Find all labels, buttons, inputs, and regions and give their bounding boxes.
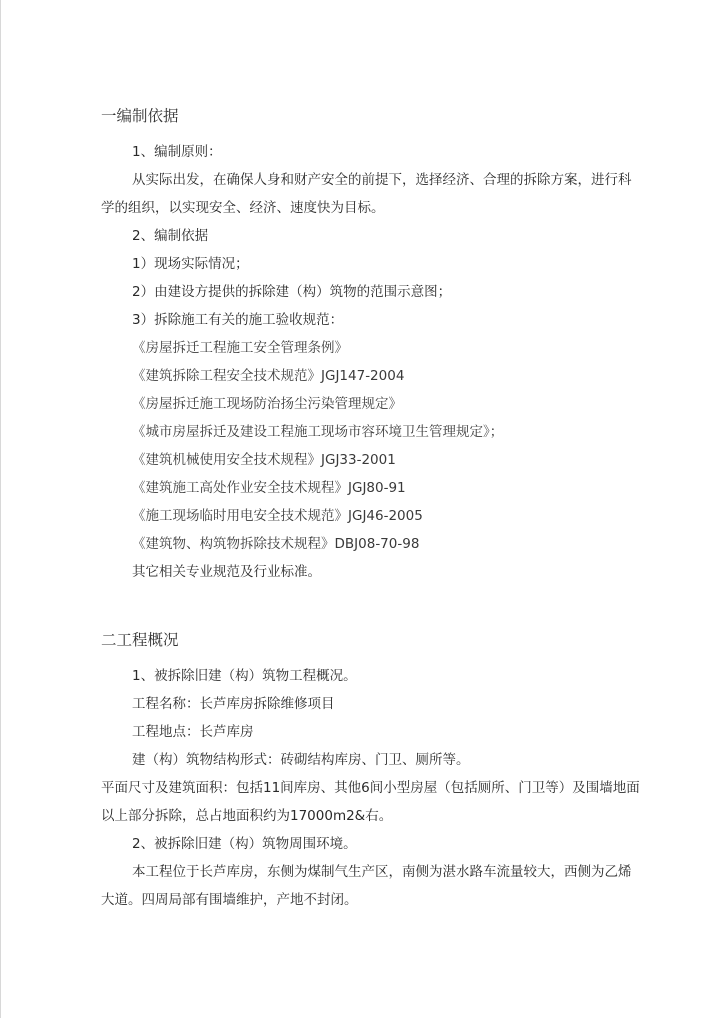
structure-form: 建（构）筑物结构形式：砖砌结构库房、门卫、厕所等。 <box>132 752 470 768</box>
section-title-basis: 一编制依据 <box>101 107 179 125</box>
basis-item: 1）现场实际情况； <box>132 256 249 272</box>
item-title-basis: 2、编制依据 <box>132 228 209 244</box>
reference-item: 《城市房屋拆迁及建设工程施工现场市容环境卫生管理规定》； <box>132 424 504 440</box>
paragraph-line: 从实际出发，在确保人身和财产安全的前提下，选择经济、合理的拆除方案，进行科 <box>132 172 632 188</box>
item-title-principle: 1、编制原则： <box>132 144 222 160</box>
reference-item: 《建筑物、构筑物拆除技术规程》DBJ08-70-98 <box>132 536 420 552</box>
paragraph-line: 大道。四周局部有围墙维护，产地不封闭。 <box>101 892 358 908</box>
paragraph-line: 学的组织，以实现安全、经济、速度快为目标。 <box>101 200 385 216</box>
paragraph-line: 以上部分拆除，总占地面积约为17000m2&右。 <box>101 808 393 824</box>
section-title-overview: 二工程概况 <box>101 631 179 649</box>
item-title-overview: 1、被拆除旧建（构）筑物工程概况。 <box>132 668 357 684</box>
reference-item: 《建筑施工高处作业安全技术规程》JGJ80-91 <box>132 480 406 496</box>
reference-item: 《房屋拆迁工程施工安全管理条例》 <box>132 340 348 356</box>
basis-item: 3）拆除施工有关的施工验收规范： <box>132 312 344 328</box>
project-location: 工程地点：长芦库房 <box>132 724 254 740</box>
project-name: 工程名称：长芦库房拆除维修项目 <box>132 696 335 712</box>
item-title-environment: 2、被拆除旧建（构）筑物周围环境。 <box>132 836 357 852</box>
reference-item: 《建筑机械使用安全技术规程》JGJ33-2001 <box>132 452 396 468</box>
paragraph-line: 平面尺寸及建筑面积：包括11间库房、其他6间小型房屋（包括厕所、门卫等）及围墙地面 <box>101 780 640 796</box>
reference-item: 《施工现场临时用电安全技术规范》JGJ46-2005 <box>132 508 423 524</box>
page-edge <box>0 0 1 1018</box>
basis-item: 2）由建设方提供的拆除建（构）筑物的范围示意图； <box>132 284 452 300</box>
other-standards: 其它相关专业规范及行业标准。 <box>132 564 321 580</box>
reference-item: 《建筑拆除工程安全技术规范》JGJ147-2004 <box>132 368 405 384</box>
paragraph-line: 本工程位于长芦库房，东侧为煤制气生产区，南侧为湛水路车流量较大，西侧为乙烯 <box>132 864 632 880</box>
reference-item: 《房屋拆迁施工现场防治扬尘污染管理规定》 <box>132 396 402 412</box>
